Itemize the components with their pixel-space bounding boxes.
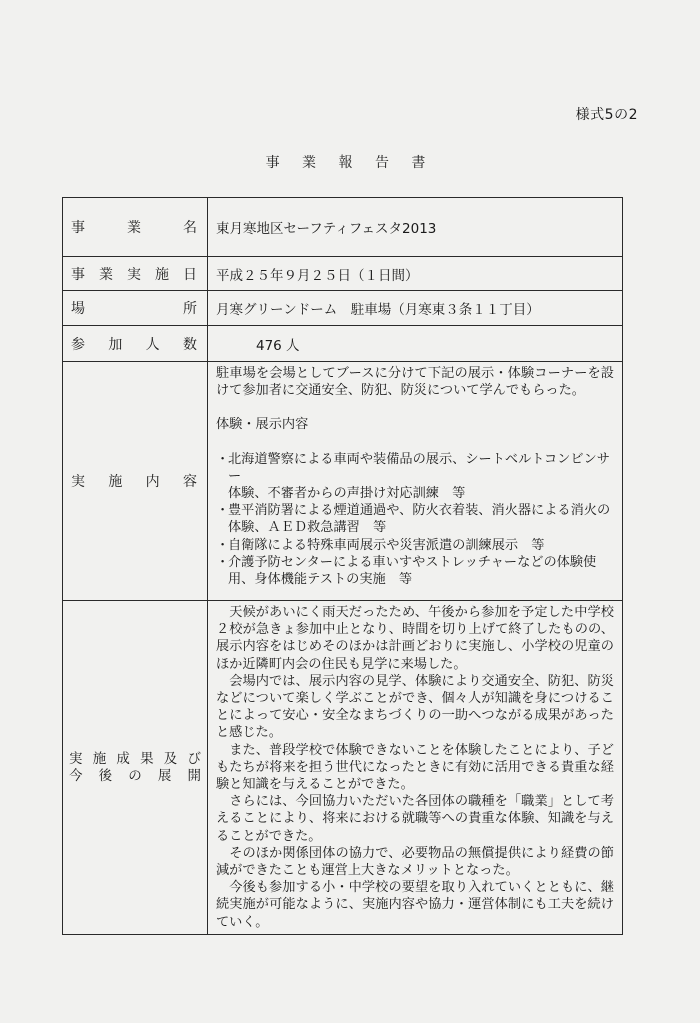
label-char: 日: [183, 266, 197, 283]
label-char: 加: [108, 336, 123, 353]
results-paragraph: 会場内では、展示内容の見学、体験により交通安全、防犯、防災などについて楽しく学ぶことができ、個々人が知識を身につけることによって安心・安全なまちづくりの一助へつながる成果があったと感じた。: [216, 673, 614, 741]
content-item-text: 北海道警察による車両や装備品の展示、シートベルトコンビンサー: [228, 451, 610, 484]
label-char: 人: [145, 336, 160, 353]
value-place: 月寒グリーンドーム 駐車場（月寒東３条１１丁目）: [208, 291, 623, 326]
value-results: [208, 601, 623, 935]
label-char: 施: [108, 474, 123, 490]
value-date: 平成２５年９月２５日（１日間）: [208, 257, 623, 291]
label-char: 果: [140, 750, 154, 767]
results-paragraph: 天候があいにく雨天だったため、午後から参加を予定した中学校２校が急きょ参加中止となり、時間を切り上げて終了したものの、展示内容をはじめそのほかは計画どおりに実施し、小学校の児童のほか近隣町内会の住民も見学に来場した。: [216, 605, 614, 672]
results-paragraph: さらには、今回協力いただいた各団体の職種を「職業」として考えることにより、将来における就職等への貴重な体験、知識を与えることができた。: [216, 794, 614, 844]
form-number: 様式5の2: [575, 107, 638, 123]
label-char: 場: [71, 301, 85, 317]
participants-count: 476 人: [256, 337, 300, 354]
results-paragraph: 今後も参加する小・中学校の要望を取り入れていくとともに、継続実施が可能なように、実施内容や協力・運営体制にも工夫を続けていく。: [216, 880, 614, 930]
label-char: 開: [187, 767, 201, 784]
label-char: 業: [127, 220, 141, 236]
label-place: [63, 291, 208, 326]
label-char: 後: [98, 767, 113, 784]
content-subheading: 体験・展示内容: [216, 417, 309, 433]
report-table: [62, 197, 623, 935]
content-item: ・ 介護予防センターによる車いすやストレッチャーなどの体験使用、身体機能テストの実施 等: [216, 554, 614, 588]
label-char: 成: [116, 750, 130, 767]
label-char: 所: [183, 301, 197, 317]
content-item: ・ 北海道警察による車両や装備品の展示、シートベルトコンビンサー: [216, 451, 614, 485]
label-char: 事: [71, 266, 85, 283]
row-results: [63, 601, 623, 935]
results-paragraph: また、普段学校で体験できないことを体験したことにより、子どもたちが将来を担う世代になったときに有効に活用できる貴重な経験と知識を与えることができた。: [216, 742, 614, 793]
label-char: 名: [183, 220, 197, 236]
label-char: の: [128, 767, 142, 784]
label-project-name: [63, 198, 208, 257]
value-content: [208, 362, 623, 601]
label-char: 施: [155, 266, 169, 283]
label-participants: [63, 326, 208, 362]
label-char: 数: [182, 336, 197, 353]
label-char: 及: [163, 750, 178, 767]
label-char: 実: [71, 474, 85, 490]
content-item-text: 介護予防センターによる車いすやストレッチャーなどの体験使用、身体機能テストの実施 等: [228, 554, 597, 588]
label-char: 実: [69, 750, 83, 767]
value-project-name: 東月寒地区セーフティフェスタ2013: [208, 198, 623, 257]
label-char: 展: [157, 767, 172, 784]
row-date: [63, 257, 623, 291]
row-content: [63, 362, 623, 601]
content-item-continuation: 体験、不審者からの声掛け対応訓練 等: [228, 486, 466, 502]
label-char: 参: [71, 336, 85, 353]
label-char: 業: [99, 266, 113, 283]
row-project-name: [63, 198, 623, 257]
content-item: ・ 豊平消防署による煙道通過や、防火衣着装、消火器による消火の体験、ＡＥＤ救急講習 等: [216, 502, 614, 536]
row-place: [63, 291, 623, 326]
content-item-text: 豊平消防署による煙道通過や、防火衣着装、消火器による消火の体験、ＡＥＤ救急講習 等: [228, 503, 611, 536]
content-item: ・ 自衛隊による特殊車両展示や災害派遣の訓練展示 等: [216, 537, 545, 553]
label-char: 事: [71, 220, 85, 236]
label-char: 施: [92, 750, 107, 767]
label-date: [63, 257, 208, 291]
label-char: 容: [182, 474, 197, 490]
content-item-text: 自衛隊による特殊車両展示や災害派遣の訓練展示 等: [228, 537, 545, 553]
results-paragraph: そのほか関係団体の協力で、必要物品の無償提供により経費の節減ができたことも運営上大きなメリットとなった。: [216, 845, 614, 879]
label-results: [63, 601, 208, 935]
label-char: 今: [69, 767, 83, 784]
label-char: 内: [145, 474, 160, 490]
label-char: 実: [127, 266, 141, 283]
document-title: 事 業 報 告 書: [265, 155, 435, 171]
row-participants: [63, 326, 623, 362]
content-intro: 駐車場を会場としてブースに分けて下記の展示・体験コーナーを設けて参加者に交通安全、防犯、防災について学んでもらった。: [216, 366, 614, 399]
value-participants: [208, 326, 623, 362]
label-content: [63, 362, 208, 601]
label-char: び: [187, 750, 201, 767]
